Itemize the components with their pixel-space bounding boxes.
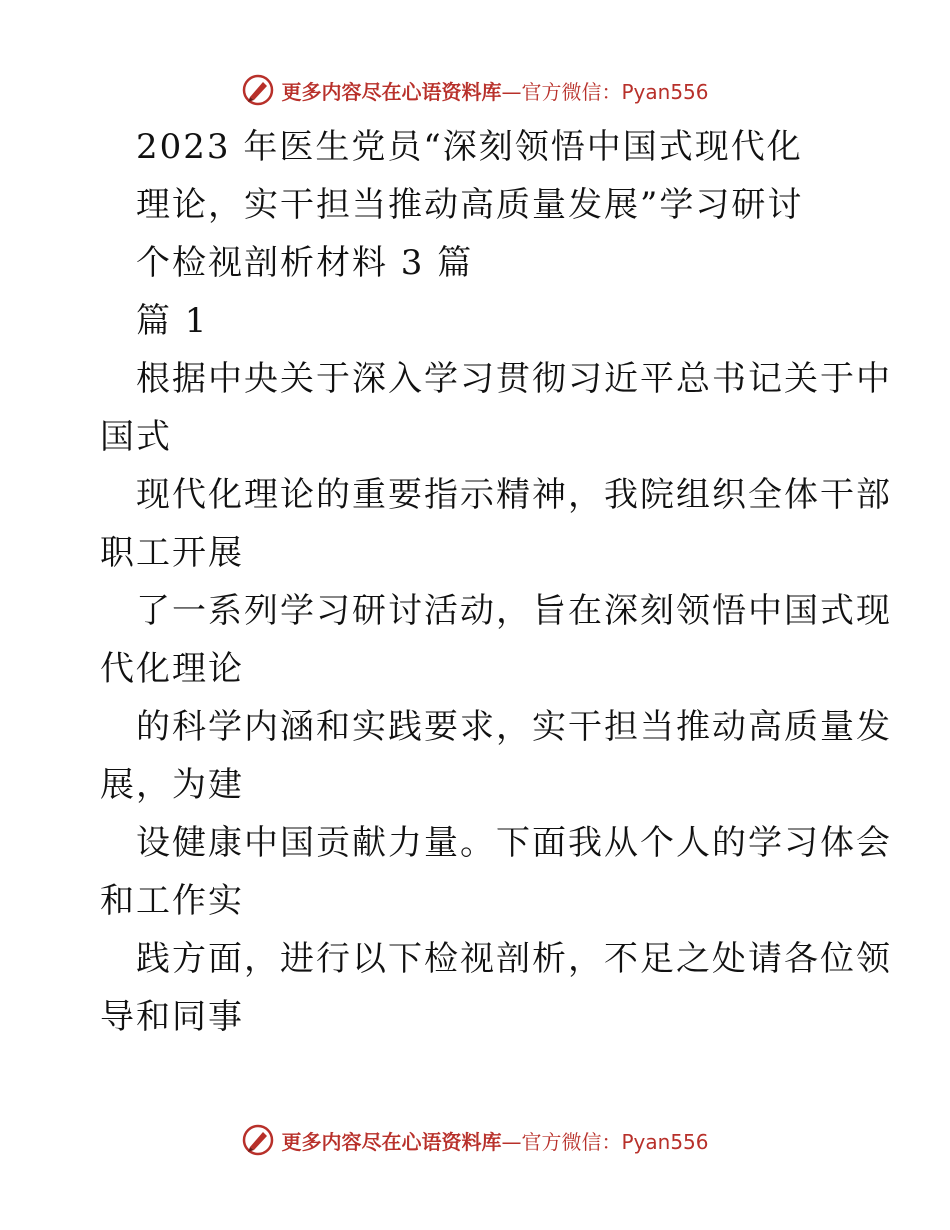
body-line: 根据中央关于深入学习贯彻习近平总书记关于中 <box>136 359 892 399</box>
document-body <box>100 118 892 1046</box>
body-line: 设健康中国贡献力量。下面我从个人的学习体会 <box>136 823 892 863</box>
footer-watermark <box>0 1120 950 1160</box>
body-line: 职工开展 <box>100 533 244 573</box>
body-line: 的科学内涵和实践要求，实干担当推动高质量发 <box>136 707 892 747</box>
watermark-separator: — <box>501 79 522 104</box>
title-line-3: 个检视剖析材料 3 篇 <box>136 243 474 283</box>
body-line: 国式 <box>100 417 172 457</box>
body-line: 导和同事 <box>100 997 244 1037</box>
watermark-wechat-label: 官方微信： <box>521 1129 622 1154</box>
pen-logo-icon <box>241 1123 275 1157</box>
watermark-text <box>281 1126 708 1155</box>
watermark-account: Pyan556 <box>621 79 709 104</box>
section-heading: 篇 1 <box>136 301 209 341</box>
body-line: 代化理论 <box>100 649 244 689</box>
watermark-main: 更多内容尽在心语资料库 <box>281 1129 502 1154</box>
body-line: 了一系列学习研讨活动，旨在深刻领悟中国式现 <box>136 591 892 631</box>
title-line-1: 2023 年医生党员“深刻领悟中国式现代化 <box>136 127 803 167</box>
body-line: 和工作实 <box>100 881 244 921</box>
watermark-text <box>281 76 708 105</box>
pen-logo-icon <box>241 73 275 107</box>
watermark-main: 更多内容尽在心语资料库 <box>281 79 502 104</box>
header-watermark <box>0 70 950 110</box>
watermark-separator: — <box>501 1129 522 1154</box>
watermark-account: Pyan556 <box>621 1129 709 1154</box>
body-line: 践方面，进行以下检视剖析，不足之处请各位领 <box>136 939 892 979</box>
watermark-wechat-label: 官方微信： <box>521 79 622 104</box>
body-line: 现代化理论的重要指示精神，我院组织全体干部 <box>136 475 892 515</box>
body-line: 展，为建 <box>100 765 244 805</box>
title-line-2: 理论，实干担当推动高质量发展”学习研讨 <box>136 185 804 225</box>
